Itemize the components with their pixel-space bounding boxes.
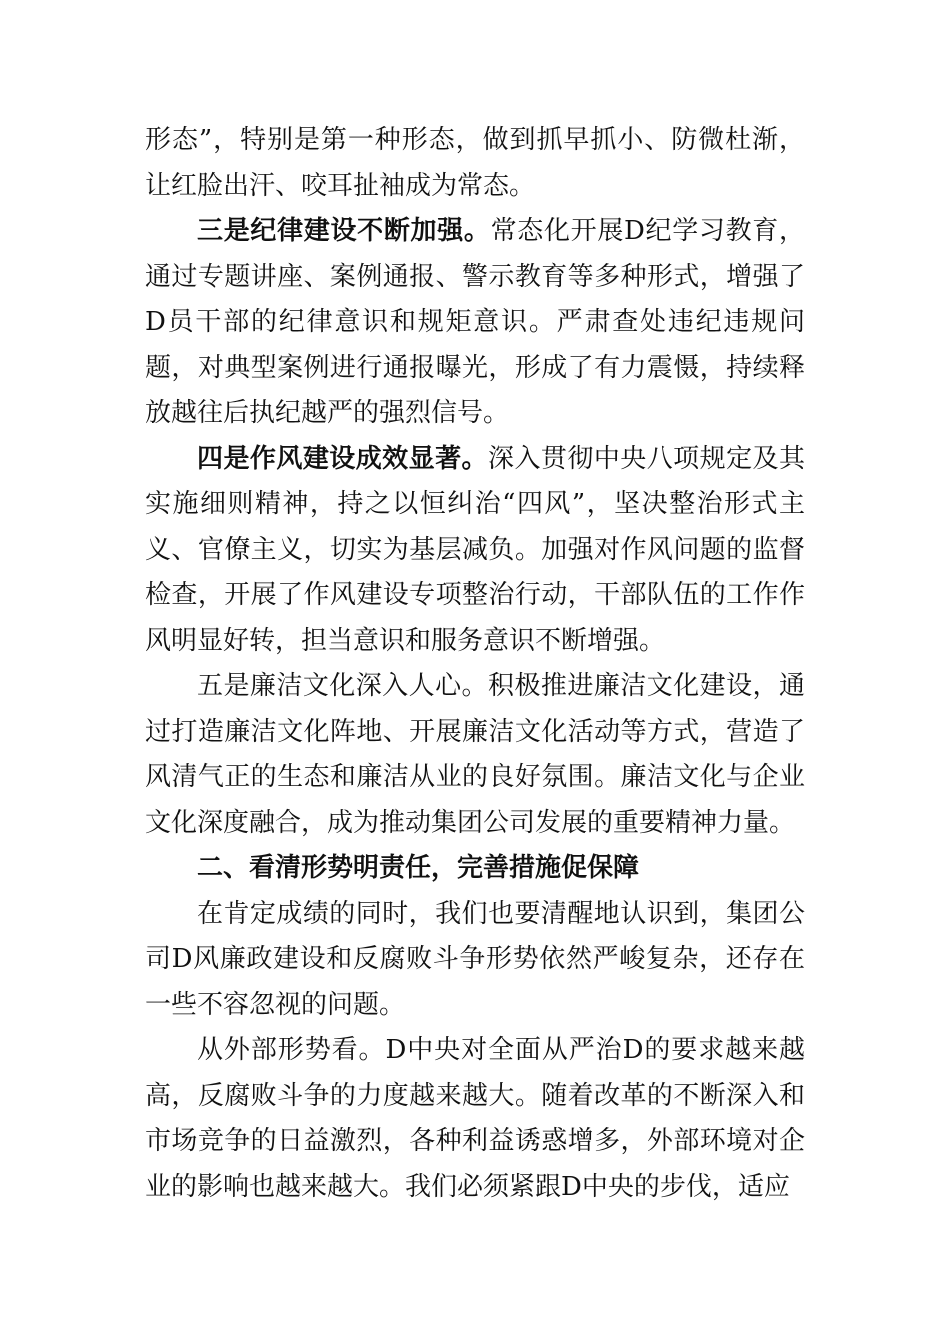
paragraph-text: 五是廉洁文化深入人心。积极推进廉洁文化建设，通过打造廉洁文化阵地、开展廉洁文化活动等方式，营造了风清气正的生态和廉洁从业的良好氛围。廉洁文化与企业文化深度融合，成为推动集团公司发展的重要精神力量。	[145, 671, 805, 838]
paragraph-external	[145, 1028, 805, 1210]
section-heading	[145, 846, 805, 892]
paragraph-text: 在肯定成绩的同时，我们也要清醒地认识到，集团公司D风廉政建设和反腐败斗争形势依然严峻复杂，还存在一些不容忽视的问题。	[145, 898, 805, 1020]
paragraph-text: 形态”，特别是第一种形态，做到抓早抓小、防微杜渐，让红脸出汗、咬耳扯袖成为常态。	[145, 125, 805, 201]
heading-text: 二、看清形势明责任，完善措施促保障	[197, 853, 640, 883]
paragraph-discipline	[145, 209, 805, 437]
paragraph-text: 常态化开展D纪学习教育，通过专题讲座、案例通报、警示教育等多种形式，增强了D员干部的纪律意识和规矩意识。严肃查处违纪违规问题，对典型案例进行通报曝光，形成了有力震慑，持续释放越往后执纪越严的强烈信号。	[145, 216, 805, 428]
paragraph-integrity-culture	[145, 664, 805, 846]
paragraph-style	[145, 437, 805, 665]
paragraph-situation	[145, 892, 805, 1029]
paragraph-text: 从外部形势看。D中央对全面从严治D的要求越来越高，反腐败斗争的力度越来越大。随着改革的不断深入和市场竞争的日益激烈，各种利益诱惑增多，外部环境对企业的影响也越来越大。我们必须紧跟D中央的步伐，适应	[145, 1035, 805, 1202]
document-page	[145, 118, 805, 1210]
paragraph-text: 深入贯彻中央八项规定及其实施细则精神，持之以恒纠治“四风”，坚决整治形式主义、官僚主义，切实为基层减负。加强对作风问题的监督检查，开展了作风建设专项整治行动，干部队伍的工作作风明显好转，担当意识和服务意识不断增强。	[145, 443, 805, 656]
paragraph-continuation	[145, 118, 805, 209]
paragraph-lead: 三是纪律建设不断加强。	[197, 216, 491, 246]
paragraph-lead: 四是作风建设成效显著。	[197, 443, 488, 474]
